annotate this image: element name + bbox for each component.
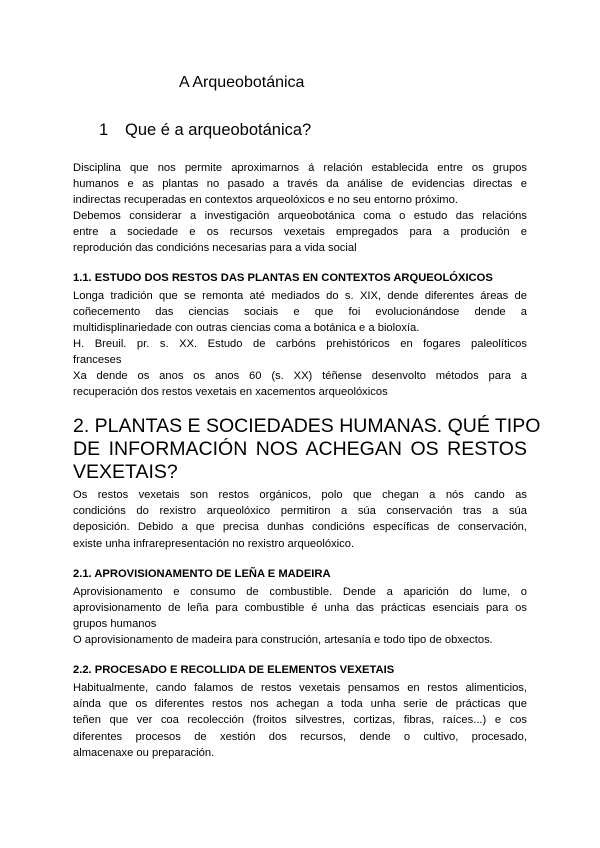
- text-line: existe unha infrarepresentación no rexistro arqueolóxico.: [73, 537, 355, 550]
- section-2-1-paragraph-2: [73, 632, 527, 648]
- section-2-1-heading: 2.1. APROVISIONAMENTO DE LEÑA E MADEIRA: [73, 568, 331, 580]
- text-line: Xa dende os anos os anos 60 (s. XX) téñense desenvolto métodos para a: [73, 370, 527, 382]
- text-line: aínda que os diferentes restos nos achegan a toda unha serie de prácticas que: [73, 698, 527, 711]
- text-line: multidisplinariedade con outras ciencias coma a botánica e a bioloxía.: [73, 322, 420, 335]
- text-line: teñen que ver coa recolección (froitos silvestres, cortizas, fibras, raíces...) e cos: [73, 714, 527, 727]
- section-1-1-heading: 1.1. ESTUDO DOS RESTOS DAS PLANTAS EN CONTEXTOS ARQUEOLÓXICOS: [73, 272, 493, 284]
- text-line: diferentes procesos de xestión dos recursos, dende o cultivo, procesado,: [73, 730, 527, 743]
- text-line: Disciplina que nos permite aproximarnos á relación establecida entre os grupos: [73, 162, 527, 174]
- heading-line: VEXETAIS?: [73, 461, 178, 483]
- text-line: entre a sociedade e os recursos vexetais empregados para a produción e: [73, 226, 527, 239]
- text-line: aprovisionamento de leña para combustible é unha das prácticas esenciais para os: [73, 602, 527, 615]
- section-1-heading: [99, 121, 311, 140]
- text-line: coñecemento das ciencias sociais e que foi evolucionándose dende a: [73, 306, 527, 319]
- text-line: reprodución das condicións necesarias para a vida social: [73, 242, 357, 255]
- section-1-1-paragraph-3: [73, 368, 527, 400]
- text-line: Aprovisionamento e consumo de combustible. Dende a aparición do lume, o: [73, 586, 527, 598]
- heading-line: 2. PLANTAS E SOCIEDADES HUMANAS. QUÉ TIPO: [73, 415, 541, 437]
- text-line: Debemos considerar a investigación arqueobotánica coma o estudo das relacións: [73, 210, 527, 222]
- document-title: A Arqueobotánica: [179, 74, 305, 91]
- intro-paragraph-1: [73, 160, 527, 209]
- section-1-title: Que é a arqueobotánica?: [125, 121, 312, 139]
- text-line: condicións do rexistro arqueolóxico permitiron a súa conservación tras a súa: [73, 505, 527, 518]
- heading-line: DE INFORMACIÓN NOS ACHEGAN OS RESTOS: [73, 438, 527, 460]
- section-2-heading: [73, 415, 541, 484]
- text-line: humanos e as plantas no pasado a través da análise de evidencias directas e: [73, 178, 527, 191]
- text-line: Os restos vexetais son restos orgánicos, polo que chegan a nós cando as: [73, 489, 527, 501]
- text-line: recuperación dos restos vexetais en xacementos arqueolóxicos: [73, 386, 388, 399]
- text-line: H. Breuil. pr. s. XX. Estudo de carbóns prehistóricos en fogares paleolíticos: [73, 338, 527, 350]
- section-2-2-heading: 2.2. PROCESADO E RECOLLIDA DE ELEMENTOS VEXETAIS: [73, 664, 395, 676]
- section-2-2-paragraph-1: [73, 680, 527, 761]
- text-line: deposición. Debido a que precisa dunhas condicións específicas de conservación,: [73, 521, 527, 534]
- text-line: indirectas recuperadas en contextos arqueolóxicos e no seu entorno próximo.: [73, 194, 458, 207]
- section-1-1-paragraph-1: [73, 288, 527, 337]
- text-line: O aprovisionamento de madeira para construción, artesanía e todo tipo de obxectos.: [73, 634, 493, 646]
- section-2-paragraph-1: [73, 487, 527, 552]
- intro-paragraph-2: [73, 208, 527, 257]
- text-line: Longa tradición que se remonta até mediados do s. XIX, dende diferentes áreas de: [73, 290, 527, 302]
- section-1-number: 1: [99, 121, 109, 139]
- text-line: almacenaxe ou preparación.: [73, 746, 215, 759]
- text-line: franceses: [73, 354, 122, 367]
- text-line: grupos humanos: [73, 618, 157, 631]
- section-2-1-paragraph-1: [73, 584, 527, 633]
- text-line: Habitualmente, cando falamos de restos vexetais pensamos en restos alimenticios,: [73, 682, 527, 694]
- section-1-1-paragraph-2: [73, 336, 527, 368]
